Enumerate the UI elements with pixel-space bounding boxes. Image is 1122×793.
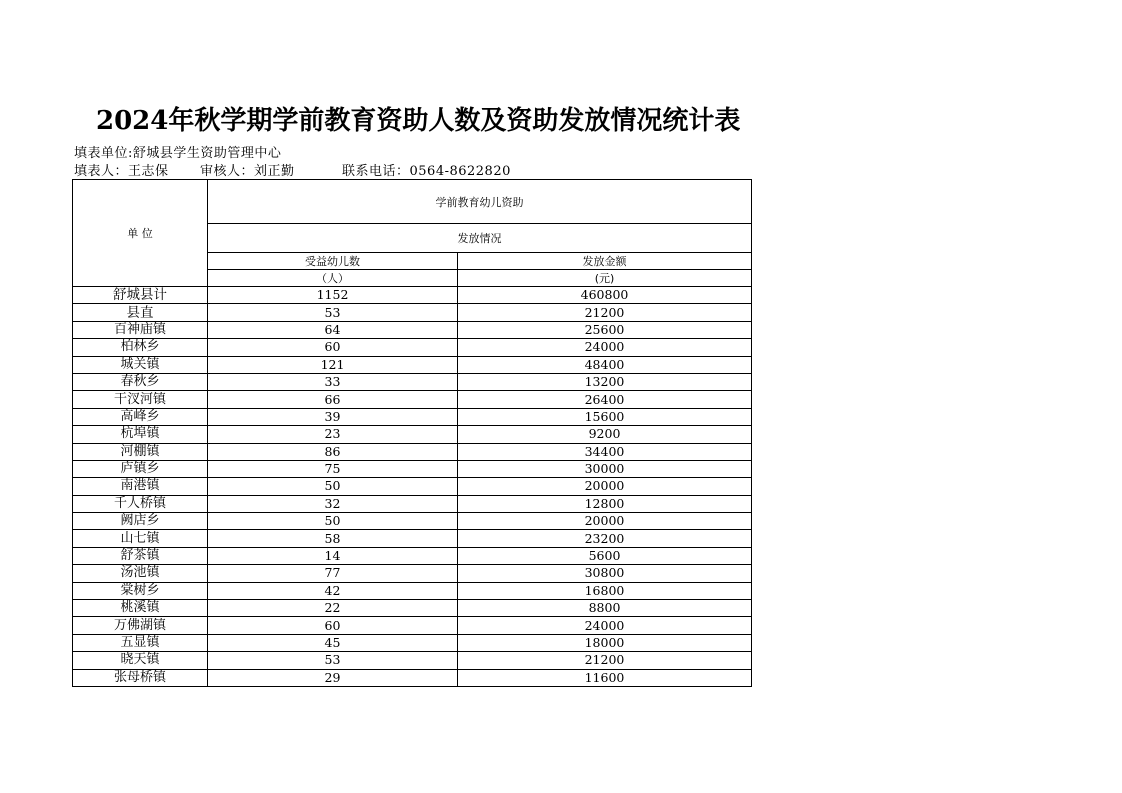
row-count: 39 (208, 408, 458, 425)
statistics-table (72, 179, 752, 687)
header-group: 学前教育幼儿资助 (208, 180, 752, 224)
row-amount: 23200 (458, 530, 752, 547)
row-count: 14 (208, 547, 458, 564)
reporting-unit: 填表单位:舒城县学生资助管理中心 (74, 146, 282, 161)
row-unit: 春秋乡 (73, 373, 208, 390)
row-count: 33 (208, 373, 458, 390)
row-count: 121 (208, 356, 458, 373)
row-count: 58 (208, 530, 458, 547)
row-unit: 杭埠镇 (73, 426, 208, 443)
row-amount: 21200 (458, 652, 752, 669)
header-count: 受益幼儿数 (208, 253, 458, 270)
table-row (73, 460, 752, 477)
filler-name: 填表人：王志保 (74, 164, 169, 179)
row-unit: 万佛湖镇 (73, 617, 208, 634)
row-unit: 五显镇 (73, 634, 208, 651)
table-row (73, 356, 752, 373)
row-amount: 34400 (458, 443, 752, 460)
table-row (73, 321, 752, 338)
row-amount: 26400 (458, 391, 752, 408)
row-amount: 24000 (458, 339, 752, 356)
row-unit: 阙店乡 (73, 513, 208, 530)
table-row (73, 304, 752, 321)
table-row (73, 582, 752, 599)
row-unit: 舒城县计 (73, 287, 208, 304)
table-row (73, 530, 752, 547)
reviewer-name: 审核人：刘正勤 (200, 164, 295, 179)
row-count: 75 (208, 460, 458, 477)
row-count: 53 (208, 304, 458, 321)
row-count: 23 (208, 426, 458, 443)
row-count: 60 (208, 617, 458, 634)
row-count: 32 (208, 495, 458, 512)
row-unit: 庐镇乡 (73, 460, 208, 477)
row-amount: 24000 (458, 617, 752, 634)
table-row (73, 287, 752, 304)
row-amount: 15600 (458, 408, 752, 425)
row-amount: 5600 (458, 547, 752, 564)
row-unit: 河棚镇 (73, 443, 208, 460)
header-unit: 单 位 (73, 180, 208, 287)
signature-line (74, 160, 511, 179)
row-unit: 张母桥镇 (73, 669, 208, 686)
row-unit: 山七镇 (73, 530, 208, 547)
table-row (73, 547, 752, 564)
row-count: 77 (208, 565, 458, 582)
row-count: 22 (208, 600, 458, 617)
row-amount: 11600 (458, 669, 752, 686)
contact-phone: 联系电话：0564-8622820 (342, 164, 511, 179)
row-amount: 30800 (458, 565, 752, 582)
row-count: 60 (208, 339, 458, 356)
table-row (73, 495, 752, 512)
table-row (73, 652, 752, 669)
row-amount: 21200 (458, 304, 752, 321)
row-amount: 9200 (458, 426, 752, 443)
row-unit: 县直 (73, 304, 208, 321)
row-count: 66 (208, 391, 458, 408)
table-row (73, 373, 752, 390)
row-unit: 棠树乡 (73, 582, 208, 599)
row-count: 64 (208, 321, 458, 338)
row-amount: 13200 (458, 373, 752, 390)
table-row (73, 408, 752, 425)
row-count: 42 (208, 582, 458, 599)
row-unit: 桃溪镇 (73, 600, 208, 617)
row-count: 86 (208, 443, 458, 460)
table-row (73, 600, 752, 617)
row-amount: 12800 (458, 495, 752, 512)
row-count: 53 (208, 652, 458, 669)
table-row (73, 634, 752, 651)
header-sub: 发放情况 (208, 224, 752, 253)
table-row (73, 339, 752, 356)
row-amount: 20000 (458, 513, 752, 530)
row-unit: 晓天镇 (73, 652, 208, 669)
row-unit: 柏林乡 (73, 339, 208, 356)
row-amount: 8800 (458, 600, 752, 617)
row-count: 1152 (208, 287, 458, 304)
row-unit: 百神庙镇 (73, 321, 208, 338)
table-row (73, 513, 752, 530)
row-amount: 30000 (458, 460, 752, 477)
table-row (73, 426, 752, 443)
header-count-unit: （人） (208, 270, 458, 287)
row-amount: 25600 (458, 321, 752, 338)
row-count: 29 (208, 669, 458, 686)
row-count: 50 (208, 513, 458, 530)
table-row (73, 617, 752, 634)
page-title: 2024年秋学期学前教育资助人数及资助发放情况统计表 (96, 106, 741, 136)
table-row (73, 565, 752, 582)
table-row (73, 391, 752, 408)
row-amount: 16800 (458, 582, 752, 599)
row-unit: 城关镇 (73, 356, 208, 373)
row-unit: 南港镇 (73, 478, 208, 495)
row-amount: 18000 (458, 634, 752, 651)
row-amount: 460800 (458, 287, 752, 304)
table-row (73, 669, 752, 686)
row-count: 50 (208, 478, 458, 495)
row-amount: 48400 (458, 356, 752, 373)
table-row (73, 443, 752, 460)
row-count: 45 (208, 634, 458, 651)
row-amount: 20000 (458, 478, 752, 495)
row-unit: 舒茶镇 (73, 547, 208, 564)
header-amount-unit: (元) (458, 270, 752, 287)
row-unit: 千人桥镇 (73, 495, 208, 512)
header-amount: 发放金额 (458, 253, 752, 270)
table-row (73, 478, 752, 495)
row-unit: 干汊河镇 (73, 391, 208, 408)
row-unit: 高峰乡 (73, 408, 208, 425)
row-unit: 汤池镇 (73, 565, 208, 582)
